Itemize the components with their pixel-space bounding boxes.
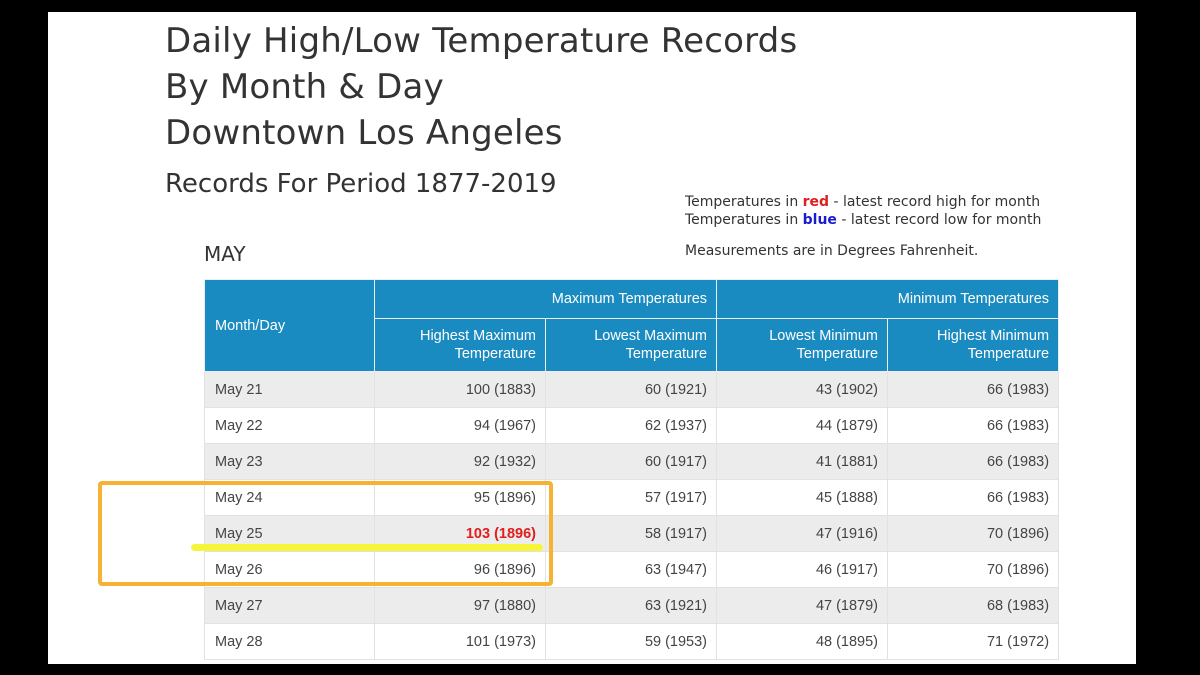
- header-line: Highest Minimum: [937, 328, 1050, 344]
- table-row: [205, 408, 1059, 444]
- cell-highest-max: 100 (1883): [375, 372, 546, 408]
- header-line: Temperature: [454, 346, 536, 362]
- cell-day: May 21: [205, 372, 375, 408]
- cell-highest-min: 66 (1983): [888, 480, 1059, 516]
- cell-lowest-min: 47 (1916): [717, 516, 888, 552]
- legend-red-word: red: [802, 194, 830, 210]
- color-legend: [685, 193, 1041, 229]
- records-period: Records For Period 1877-2019: [165, 169, 557, 199]
- legend-red-line: [685, 193, 1041, 211]
- records-table: [204, 279, 1059, 660]
- cell-highest-min: 66 (1983): [888, 372, 1059, 408]
- cell-highest-min: 70 (1896): [888, 516, 1059, 552]
- header-month-day: Month/Day: [205, 280, 375, 372]
- cell-highest-max: 95 (1896): [375, 480, 546, 516]
- cell-highest-max: 101 (1973): [375, 624, 546, 660]
- cell-lowest-min: 45 (1888): [717, 480, 888, 516]
- title-line-3: Downtown Los Angeles: [165, 113, 563, 153]
- cell-highest-min: 71 (1972): [888, 624, 1059, 660]
- legend-blue-word: blue: [802, 212, 837, 228]
- cell-day: May 22: [205, 408, 375, 444]
- header-line: Highest Maximum: [419, 328, 536, 344]
- cell-highest-min: 70 (1896): [888, 552, 1059, 588]
- cell-lowest-min: 41 (1881): [717, 444, 888, 480]
- cell-highest-min: 68 (1983): [888, 588, 1059, 624]
- cell-day: May 24: [205, 480, 375, 516]
- header-lowest-minimum: [717, 319, 888, 372]
- header-line: Temperature: [625, 346, 708, 362]
- header-line: Lowest Maximum: [594, 328, 708, 344]
- header-lowest-maximum: [546, 319, 717, 372]
- cell-highest-min: 66 (1983): [888, 444, 1059, 480]
- cell-day: May 23: [205, 444, 375, 480]
- cell-highest-max: 94 (1967): [375, 408, 546, 444]
- cell-lowest-max: 60 (1921): [546, 372, 717, 408]
- cell-lowest-min: 44 (1879): [717, 408, 888, 444]
- legend-blue-prefix: Temperatures in: [685, 212, 803, 228]
- table-row: [205, 372, 1059, 408]
- cell-day: May 28: [205, 624, 375, 660]
- table-row: [205, 444, 1059, 480]
- cell-day: May 26: [205, 552, 375, 588]
- cell-lowest-min: 46 (1917): [717, 552, 888, 588]
- header-highest-minimum: [888, 319, 1059, 372]
- cell-highest-max: 92 (1932): [375, 444, 546, 480]
- cell-highest-max: 97 (1880): [375, 588, 546, 624]
- cell-day: May 25: [205, 516, 375, 552]
- cell-lowest-max: 63 (1921): [546, 588, 717, 624]
- cell-lowest-max: 62 (1937): [546, 408, 717, 444]
- document-page: [48, 12, 1136, 664]
- cell-day: May 27: [205, 588, 375, 624]
- legend-blue-suffix: - latest record low for month: [836, 212, 1042, 228]
- page-title: [165, 18, 797, 156]
- header-highest-maximum: [375, 319, 546, 372]
- cell-lowest-min: 47 (1879): [717, 588, 888, 624]
- cell-lowest-min: 43 (1902): [717, 372, 888, 408]
- title-line-2: By Month & Day: [165, 67, 444, 107]
- header-line: Lowest Minimum: [769, 328, 879, 344]
- legend-red-prefix: Temperatures in: [685, 194, 803, 210]
- header-minimum-temperatures: Minimum Temperatures: [717, 280, 1059, 319]
- legend-blue-line: [685, 211, 1041, 229]
- highlight-box-annotation: [98, 481, 553, 586]
- cell-lowest-max: 58 (1917): [546, 516, 717, 552]
- cell-lowest-max: 60 (1917): [546, 444, 717, 480]
- cell-lowest-max: 63 (1947): [546, 552, 717, 588]
- header-line: Temperature: [796, 346, 879, 362]
- table-row: [205, 624, 1059, 660]
- units-note: Measurements are in Degrees Fahrenheit.: [685, 243, 979, 259]
- cell-highest-min: 66 (1983): [888, 408, 1059, 444]
- cell-lowest-max: 57 (1917): [546, 480, 717, 516]
- month-heading: MAY: [204, 242, 246, 266]
- title-line-1: Daily High/Low Temperature Records: [165, 21, 798, 61]
- cell-lowest-min: 48 (1895): [717, 624, 888, 660]
- cell-highest-max-record: 103 (1896): [375, 516, 546, 552]
- highlighter-underline-annotation: [191, 544, 543, 551]
- cell-highest-max: 96 (1896): [375, 552, 546, 588]
- legend-red-suffix: - latest record high for month: [829, 194, 1041, 210]
- cell-lowest-max: 59 (1953): [546, 624, 717, 660]
- header-maximum-temperatures: Maximum Temperatures: [375, 280, 717, 319]
- table-row: [205, 588, 1059, 624]
- header-line: Temperature: [967, 346, 1050, 362]
